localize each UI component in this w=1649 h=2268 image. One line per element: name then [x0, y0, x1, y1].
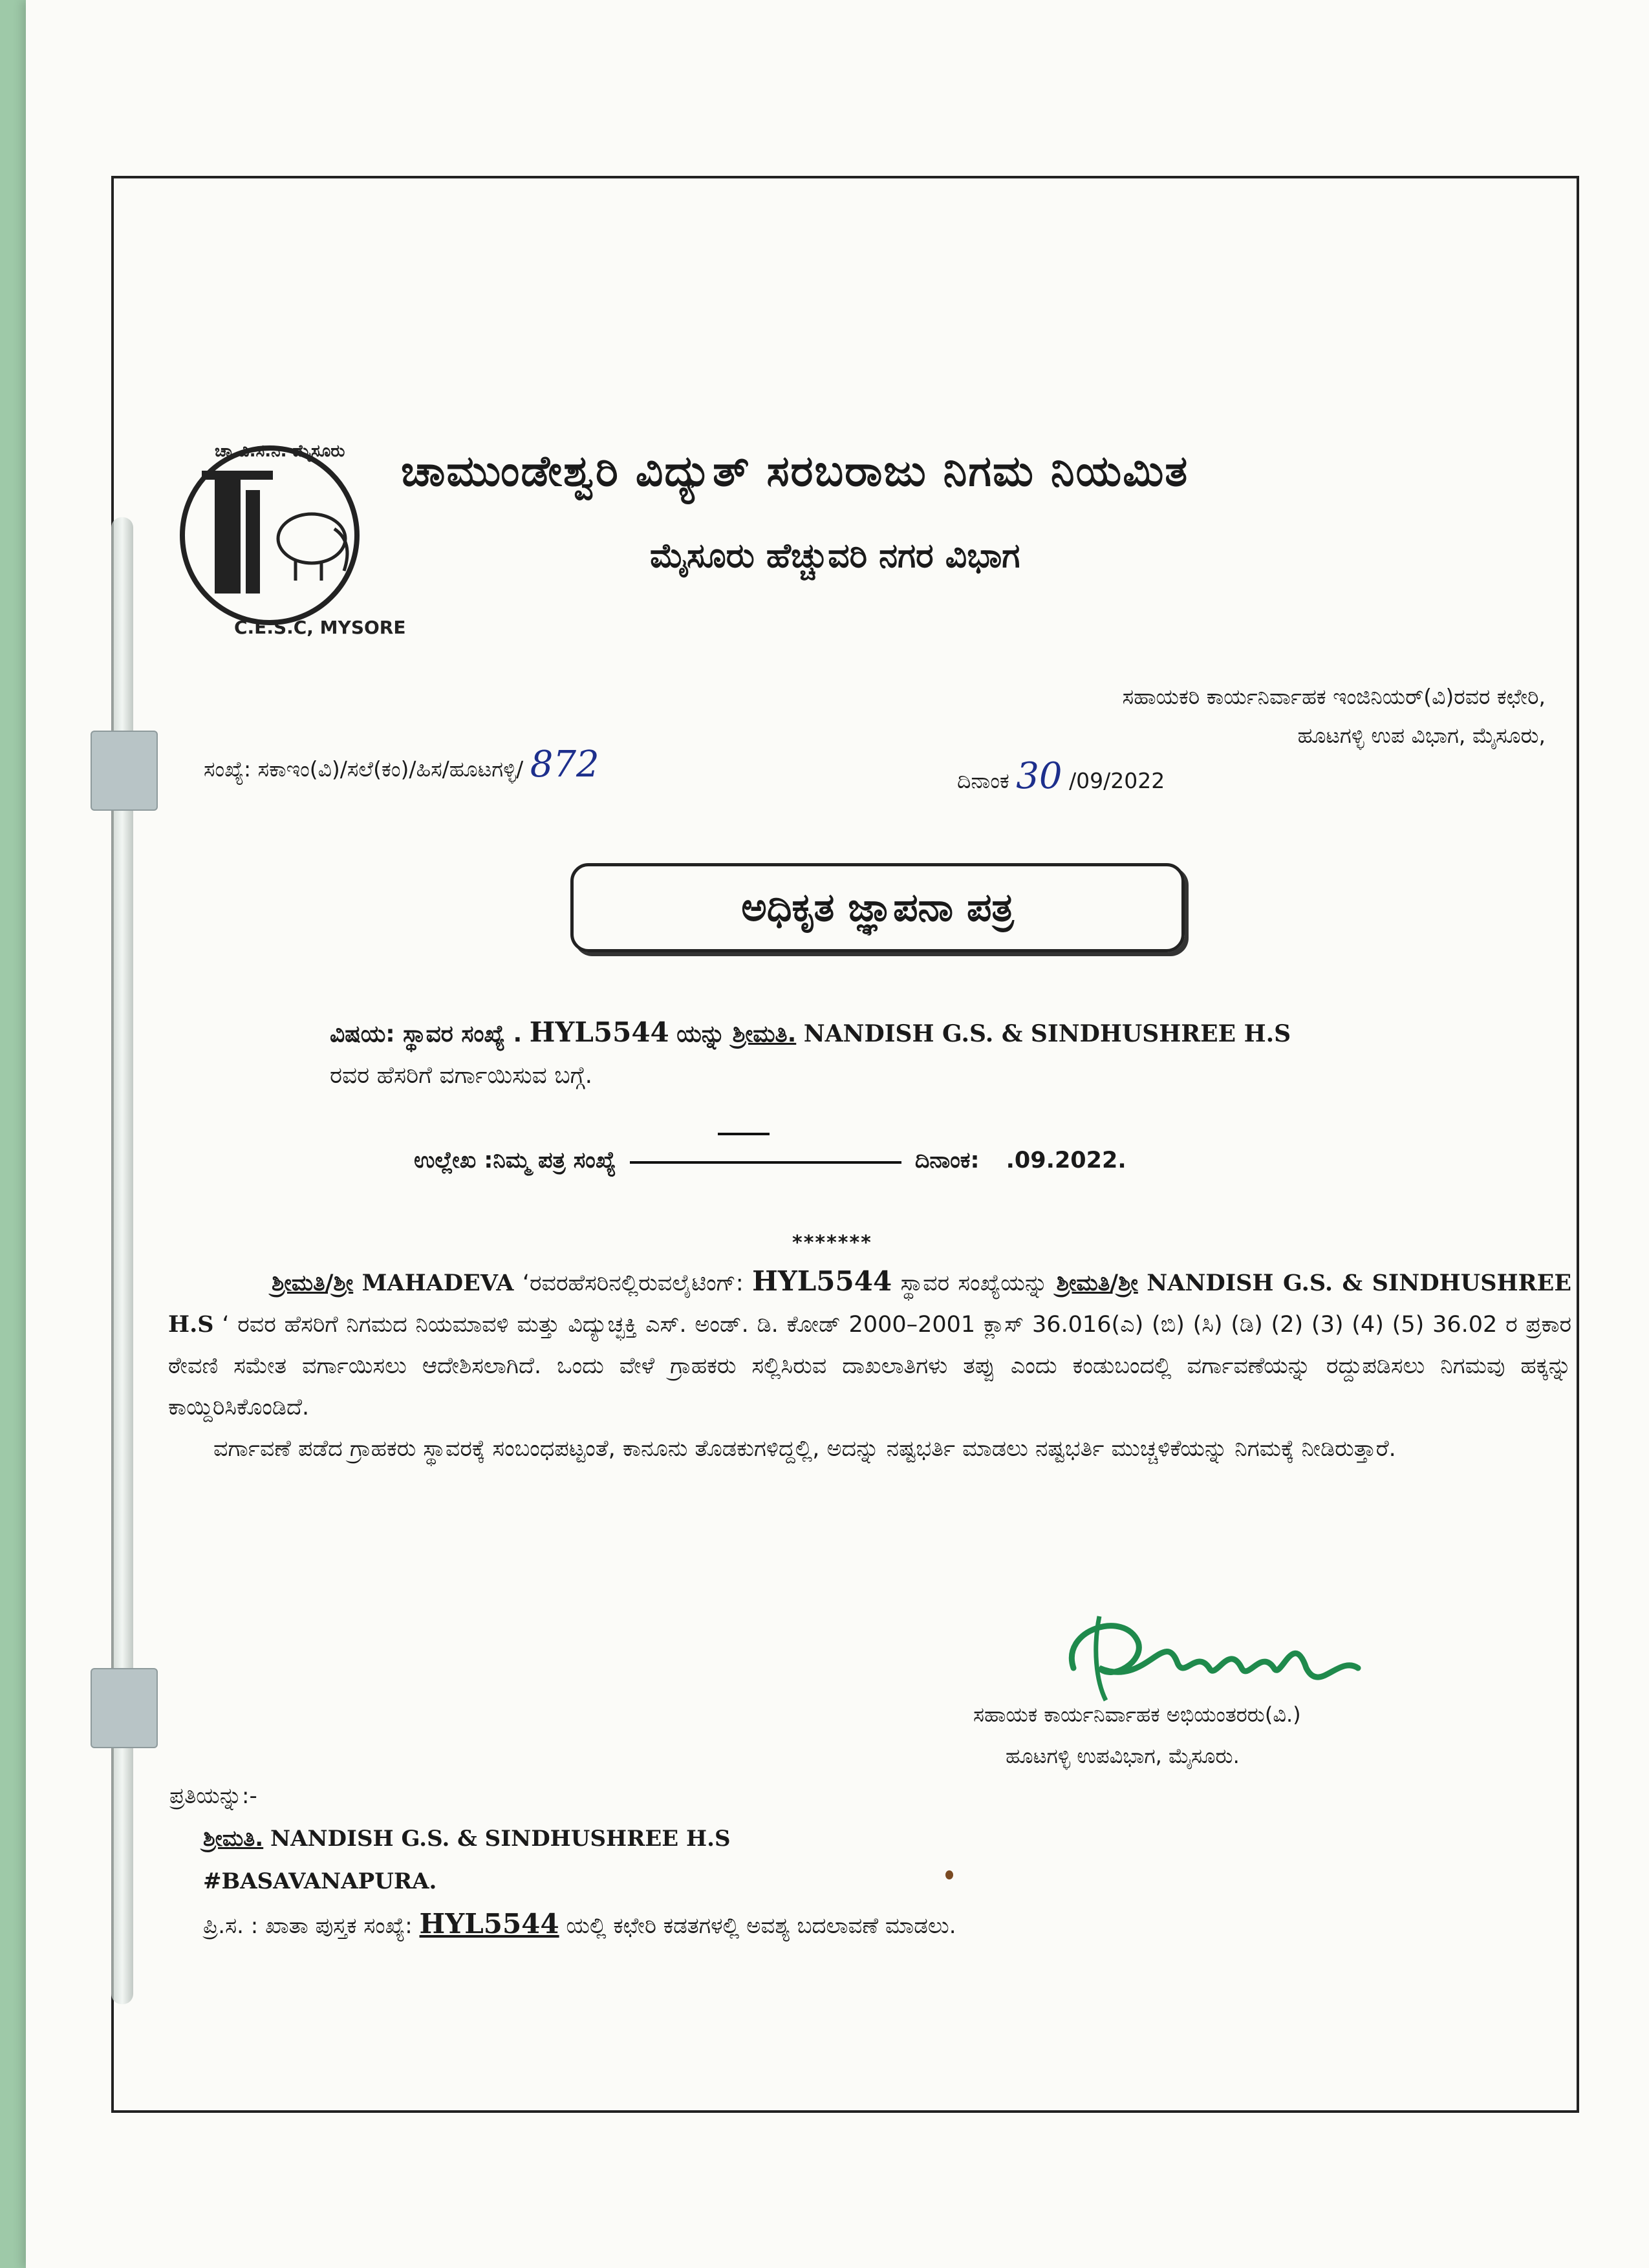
reference-blank — [630, 1161, 901, 1164]
binder-clamp-bottom — [91, 1668, 158, 1748]
signatory-block — [973, 1694, 1301, 1777]
subject-block — [330, 1012, 1494, 1097]
copy-to-label: ಪ್ರತಿಯನ್ನು:- — [169, 1783, 257, 1809]
logo-text-bottom: C.E.S.C, MYSORE — [234, 617, 406, 638]
letter-date — [957, 755, 1165, 797]
cesc-logo — [169, 432, 406, 645]
body-title-2: ಶ್ರೀಮತಿ/ಶ್ರೀ — [1056, 1270, 1138, 1296]
body-paragraph-1 — [168, 1261, 1571, 1428]
date-day-handwritten: 30 — [1016, 755, 1062, 797]
document-heading: ಅಧಿಕೃತ ಜ್ಞಾಪನಾ ಪತ್ರ — [741, 885, 1014, 930]
body-old-name: MAHADEVA — [361, 1270, 514, 1296]
office-address — [802, 678, 1546, 755]
office-line-2: ಹೂಟಗಳ್ಳಿ ಉಪ ವಿಭಾಗ, ಮೈಸೂರು, — [1297, 723, 1546, 748]
handwritten-number: 872 — [530, 744, 599, 786]
reference-date-label: ದಿನಾಂಕ: — [914, 1148, 980, 1173]
reference-date-value: .09.2022. — [1006, 1148, 1126, 1173]
copy-to-names: NANDISH G.S. & SINDHUSHREE H.S — [270, 1826, 731, 1852]
subject-title: ಶ್ರೀಮತಿ. — [732, 1021, 797, 1047]
body-text-3: ‘ ರವರ ಹೆಸರಿಗೆ ನಿಗಮದ ನಿಯಮಾವಳಿ ಮತ್ತು ವಿದ್ಯುಚ್ಛಕ್ತಿ ಎಸ್. ಅಂಡ್. ಡಿ. ಕೋಡ್ 2000–2001 ಕ್ಲಾಸ್ 36.016(ಎ) (ಬಿ) (ಸಿ) (ಡಿ) (2) (3) (4) (5) 36.02 ರ ಪ್ರಕಾರ ಠೇವಣಿ ಸಮೇತ ವರ್ಗಾಯಿಸಲು ಆದೇಶಿಸಲಾಗಿದೆ. ಒಂದು ವೇಳೆ ಗ್ರಾಹಕರು ಸಲ್ಲಿಸಿರುವ ದಾಖಲಾತಿಗಳು ತಪ್ಪು ಎಂದು ಕಂಡುಬಂದಲ್ಲಿ ವರ್ಗಾವಣೆಯನ್ನು ರದ್ದುಪಡಿಸಲು ನಿಗಮವು ಹಕ್ಕನ್ನು ಕಾಯ್ದಿರಿಸಿಕೊಂಡಿದೆ. — [168, 1312, 1571, 1420]
letter-body — [168, 1261, 1571, 1470]
ink-spot — [945, 1870, 953, 1879]
date-month-year: /09/2022 — [1069, 768, 1165, 793]
cc-prefix: ಪ್ರಿ.ಸ. : ಖಾತಾ ಪುಸ್ತಕ ಸಂಖ್ಯೆ: — [203, 1913, 413, 1939]
copy-to-recipient — [169, 1817, 956, 1860]
body-title-1: ಶ್ರೀಮತಿ/ಶ್ರೀ — [272, 1270, 354, 1296]
signatory-designation: ಸಹಾಯಕ ಕಾರ್ಯನಿರ್ವಾಹಕ ಅಭಿಯಂತರರು(ವಿ.) — [973, 1702, 1301, 1727]
subject-names: NANDISH G.S. & SINDHUSHREE H.S — [803, 1020, 1291, 1047]
office-line-1: ಸಹಾಯಕರಿ ಕಾರ್ಯನಿರ್ವಾಹಕ ಇಂಜಿನಿಯರ್(ವಿ)ರವರ ಕಛೇರಿ, — [1122, 684, 1546, 709]
reference-dash — [718, 1133, 770, 1135]
subject-installation: HYL5544 — [529, 1016, 669, 1048]
signatory-office: ಹೂಟಗಳ್ಳಿ ಉಪವಿಭಾಗ, ಮೈಸೂರು. — [1006, 1744, 1240, 1768]
copy-to-title: ಶ್ರೀಮತಿ. — [203, 1826, 264, 1852]
organization-name: ಚಾಮುಂಡೇಶ್ವರಿ ವಿದ್ಯುತ್ ಸರಬರಾಜು ನಿಗಮ ನಿಯಮಿತ — [401, 446, 1189, 496]
date-label: ದಿನಾಂಕ — [957, 768, 1009, 793]
body-text-2: ಸ್ಥಾವರ ಸಂಖ್ಯೆಯನ್ನು — [900, 1270, 1048, 1296]
binder-clamp-top — [91, 731, 158, 811]
subject-line-1 — [330, 1012, 1494, 1055]
body-text-1: ‘ರವರಹೆಸರಿನಲ್ಲಿರುವಲೈಟಿಂಗ್‌: — [522, 1270, 744, 1296]
cc-number: HYL5544 — [419, 1908, 559, 1940]
body-new-names: NANDISH G.S. & SINDHUSHREE H.S — [168, 1270, 1571, 1338]
body-paragraph-2: ವರ್ಗಾವಣೆ ಪಡೆದ ಗ್ರಾಹಕರು ಸ್ಥಾವರಕ್ಕೆ ಸಂಬಂಧಪಟ್ಟಂತೆ, ಕಾನೂನು ತೊಡಕುಗಳಿದ್ದಲ್ಲಿ, ಅದನ್ನು ನಷ್ಟಭರ್ತಿ ಮಾಡಲು ನಷ್ಟಭರ್ತಿ ಮುಚ್ಚಳಿಕೆಯನ್ನು ನಿಗಮಕ್ಕೆ ನೀಡಿರುತ್ತಾರೆ. — [213, 1436, 1396, 1462]
letter-number — [204, 744, 599, 786]
binder-clip — [84, 517, 162, 2004]
cc-suffix: ಯಲ್ಲಿ ಕಛೇರಿ ಕಡತಗಳಲ್ಲಿ ಅವಶ್ಯ ಬದಲಾವಣೆ ಮಾಡಲು. — [566, 1913, 956, 1939]
subject-mid: ಯನ್ನು — [676, 1021, 726, 1047]
reference-label: ಉಲ್ಲೇಖ :ನಿಮ್ಮ ಪತ್ರ ಸಂಖ್ಯೆ — [414, 1148, 616, 1173]
copy-to-office — [169, 1903, 956, 1947]
subject-prefix: ವಿಷಯ: ಸ್ಥಾವರ ಸಂಖ್ಯೆ . — [330, 1021, 523, 1047]
heading-box — [570, 863, 1185, 952]
body-installation: HYL5544 — [752, 1265, 892, 1297]
copy-to-block — [169, 1775, 956, 1947]
reference-line — [414, 1148, 1449, 1173]
copy-to-address: #BASAVANAPURA. — [203, 1868, 437, 1894]
logo-text-top: ಚಾ.ವಿ.ಸ.ನಿ. ಮೈಸೂರು — [215, 442, 345, 461]
division-name: ಮೈಸೂರು ಹೆಚ್ಚುವರಿ ನಗರ ವಿಭಾಗ — [650, 537, 1020, 575]
subject-line-2: ರವರ ಹೆಸರಿಗೆ ವರ್ಗಾಯಿಸುವ ಬಗ್ಗೆ. — [330, 1062, 593, 1089]
letter-number-label: ಸಂಖ್ಯೆ: ಸಕಾಇಂ(ವಿ)/ಸಲೆ(ಕಂ)/ಹಿಸ/ಹೂಟಗಳ್ಳಿ/ — [204, 756, 524, 782]
separator: ******* — [792, 1232, 872, 1254]
